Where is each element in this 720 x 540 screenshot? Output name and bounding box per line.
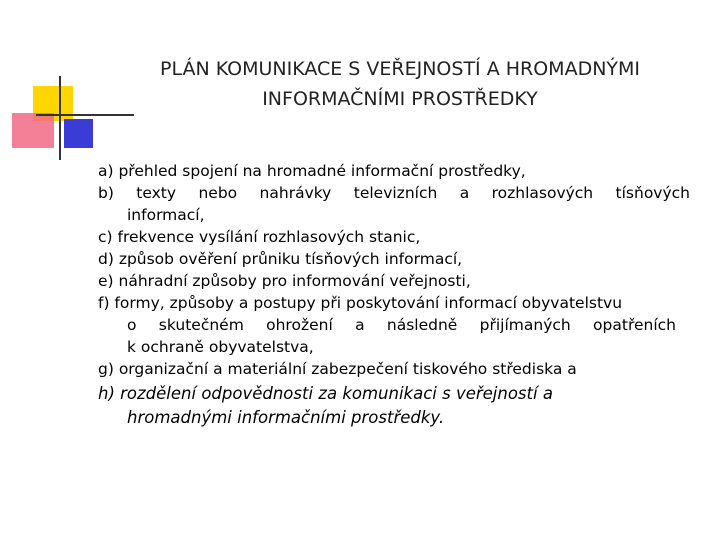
list-item-b-line-2: informací, <box>127 206 205 224</box>
decor-red-square <box>12 113 54 148</box>
decor-horizontal-line <box>36 114 134 116</box>
list-item-f-line-1: f) formy, způsoby a postupy při poskytování informací obyvatelstvu <box>98 294 623 312</box>
list-item-f-line-2: o skutečném ohrožení a následně přijímaných opatřeních <box>127 316 676 334</box>
decor-vertical-line <box>59 76 61 160</box>
list-item-h-line-1: h) rozdělení odpovědnosti za komunikaci s veřejností a <box>98 384 553 403</box>
list-item-h-line-2: hromadnými informačními prostředky. <box>127 408 445 427</box>
list-item-c: c) frekvence vysílání rozhlasových stanic, <box>98 228 421 246</box>
list-item-f <box>98 292 690 358</box>
plan-items-list <box>98 160 690 430</box>
list-item-f-line-3: k ochraně obyvatelstva, <box>127 338 314 356</box>
list-item-a: a) přehled spojení na hromadné informační prostředky, <box>98 162 526 180</box>
list-item-h <box>98 382 690 430</box>
title-line-2: INFORMAČNÍMI PROSTŘEDKY <box>262 88 538 110</box>
list-item-d: d) způsob ověření průniku tísňových informací, <box>98 250 463 268</box>
list-item-g: g) organizační a materiální zabezpečení tiskového střediska a <box>98 360 577 378</box>
page-title <box>90 54 710 114</box>
list-item-b-line-1: b) texty nebo nahrávky televizních a rozhlasových tísňových <box>98 184 690 202</box>
list-item-b <box>98 182 690 226</box>
decor-blue-square <box>64 119 93 148</box>
title-line-1: PLÁN KOMUNIKACE S VEŘEJNOSTÍ A HROMADNÝMI <box>159 58 641 80</box>
list-item-e: e) náhradní způsoby pro informování veřejnosti, <box>98 272 471 290</box>
